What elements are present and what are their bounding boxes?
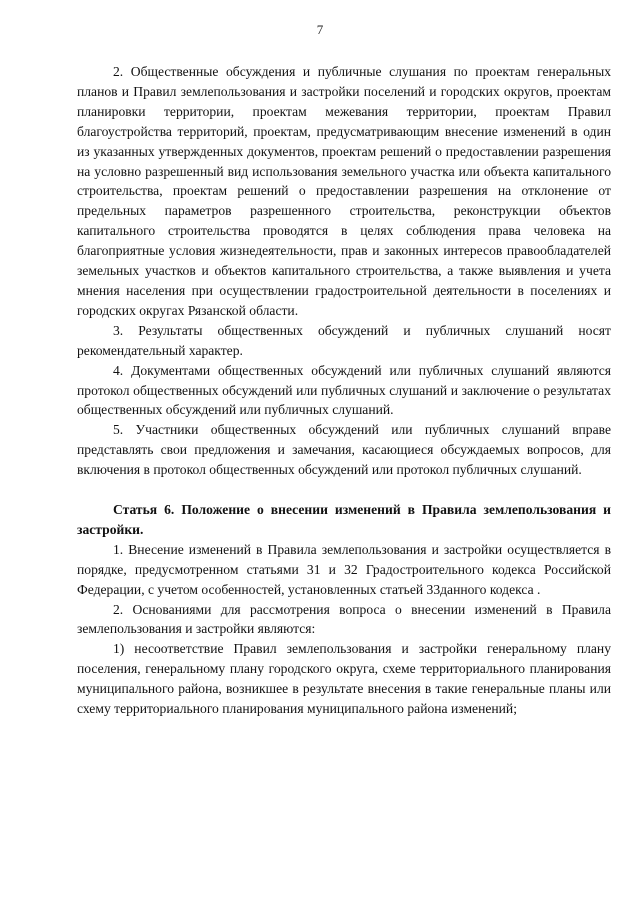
article-paragraph-1: 1. Внесение изменений в Правила землепользования и застройки осуществляется в порядке, предусмотренном статьями 31 и 32 Градостроительного кодекса Российской Федерации, с учетом особенностей, установленных статьей 33данного кодекса .	[77, 541, 611, 597]
document-body	[77, 62, 611, 719]
paragraph-5: 5. Участники общественных обсуждений или публичных слушаний вправе представлять свои предложения и замечания, касающиеся обсуждаемых вопросов, для включения в протокол общественных обсуждений или протокол публичных слушаний.	[77, 422, 611, 478]
page-number: 7	[316, 22, 324, 37]
paragraph-3: 3. Результаты общественных обсуждений и публичных слушаний носят рекомендательный характер.	[77, 322, 611, 358]
paragraph-4: 4. Документами общественных обсуждений или публичных слушаний являются протокол общественных обсуждений или публичных слушаний и заключение о результатах общественных обсуждений или публичных слушаний.	[77, 362, 611, 418]
article-subitem-1: 1) несоответствие Правил землепользования и застройки генеральному плану поселения, генеральному плану городского округа, схеме территориального планирования муниципального района, возникшее в результате внесения в такие генеральные планы или схему территориального планирования муниципального района изменений;	[77, 641, 611, 717]
spacer	[77, 480, 611, 500]
article-paragraph-2: 2. Основаниями для рассмотрения вопроса о внесении изменений в Правила землепользования и застройки являются:	[77, 601, 611, 637]
paragraph-2: 2. Общественные обсуждения и публичные слушания по проектам генеральных планов и Правил землепользования и застройки поселений и городских округов, проектам планировки территории, проектам межевания территории, проектам Правил благоустройства территорий, проектам, предусматривающим внесение изменений в один из указанных утвержденных документов, проектам решений о предоставлении разрешения на условно разрешенный вид использования земельного участка или объекта капитального строительства, проектам решений о предоставлении разрешения на отклонение от предельных параметров разрешенного строительства, реконструкции объектов капитального строительства проводятся в целях соблюдения права человека на благоприятные условия жизнедеятельности, прав и законных интересов правообладателей земельных участков и объектов капитального строительства, а также выявления и учета мнения населения при осуществлении градостроительной деятельности в поселениях и городских округах Рязанской области.	[77, 64, 611, 318]
article-heading: Статья 6. Положение о внесении изменений в Правила землепользования и застройки.	[77, 502, 611, 537]
